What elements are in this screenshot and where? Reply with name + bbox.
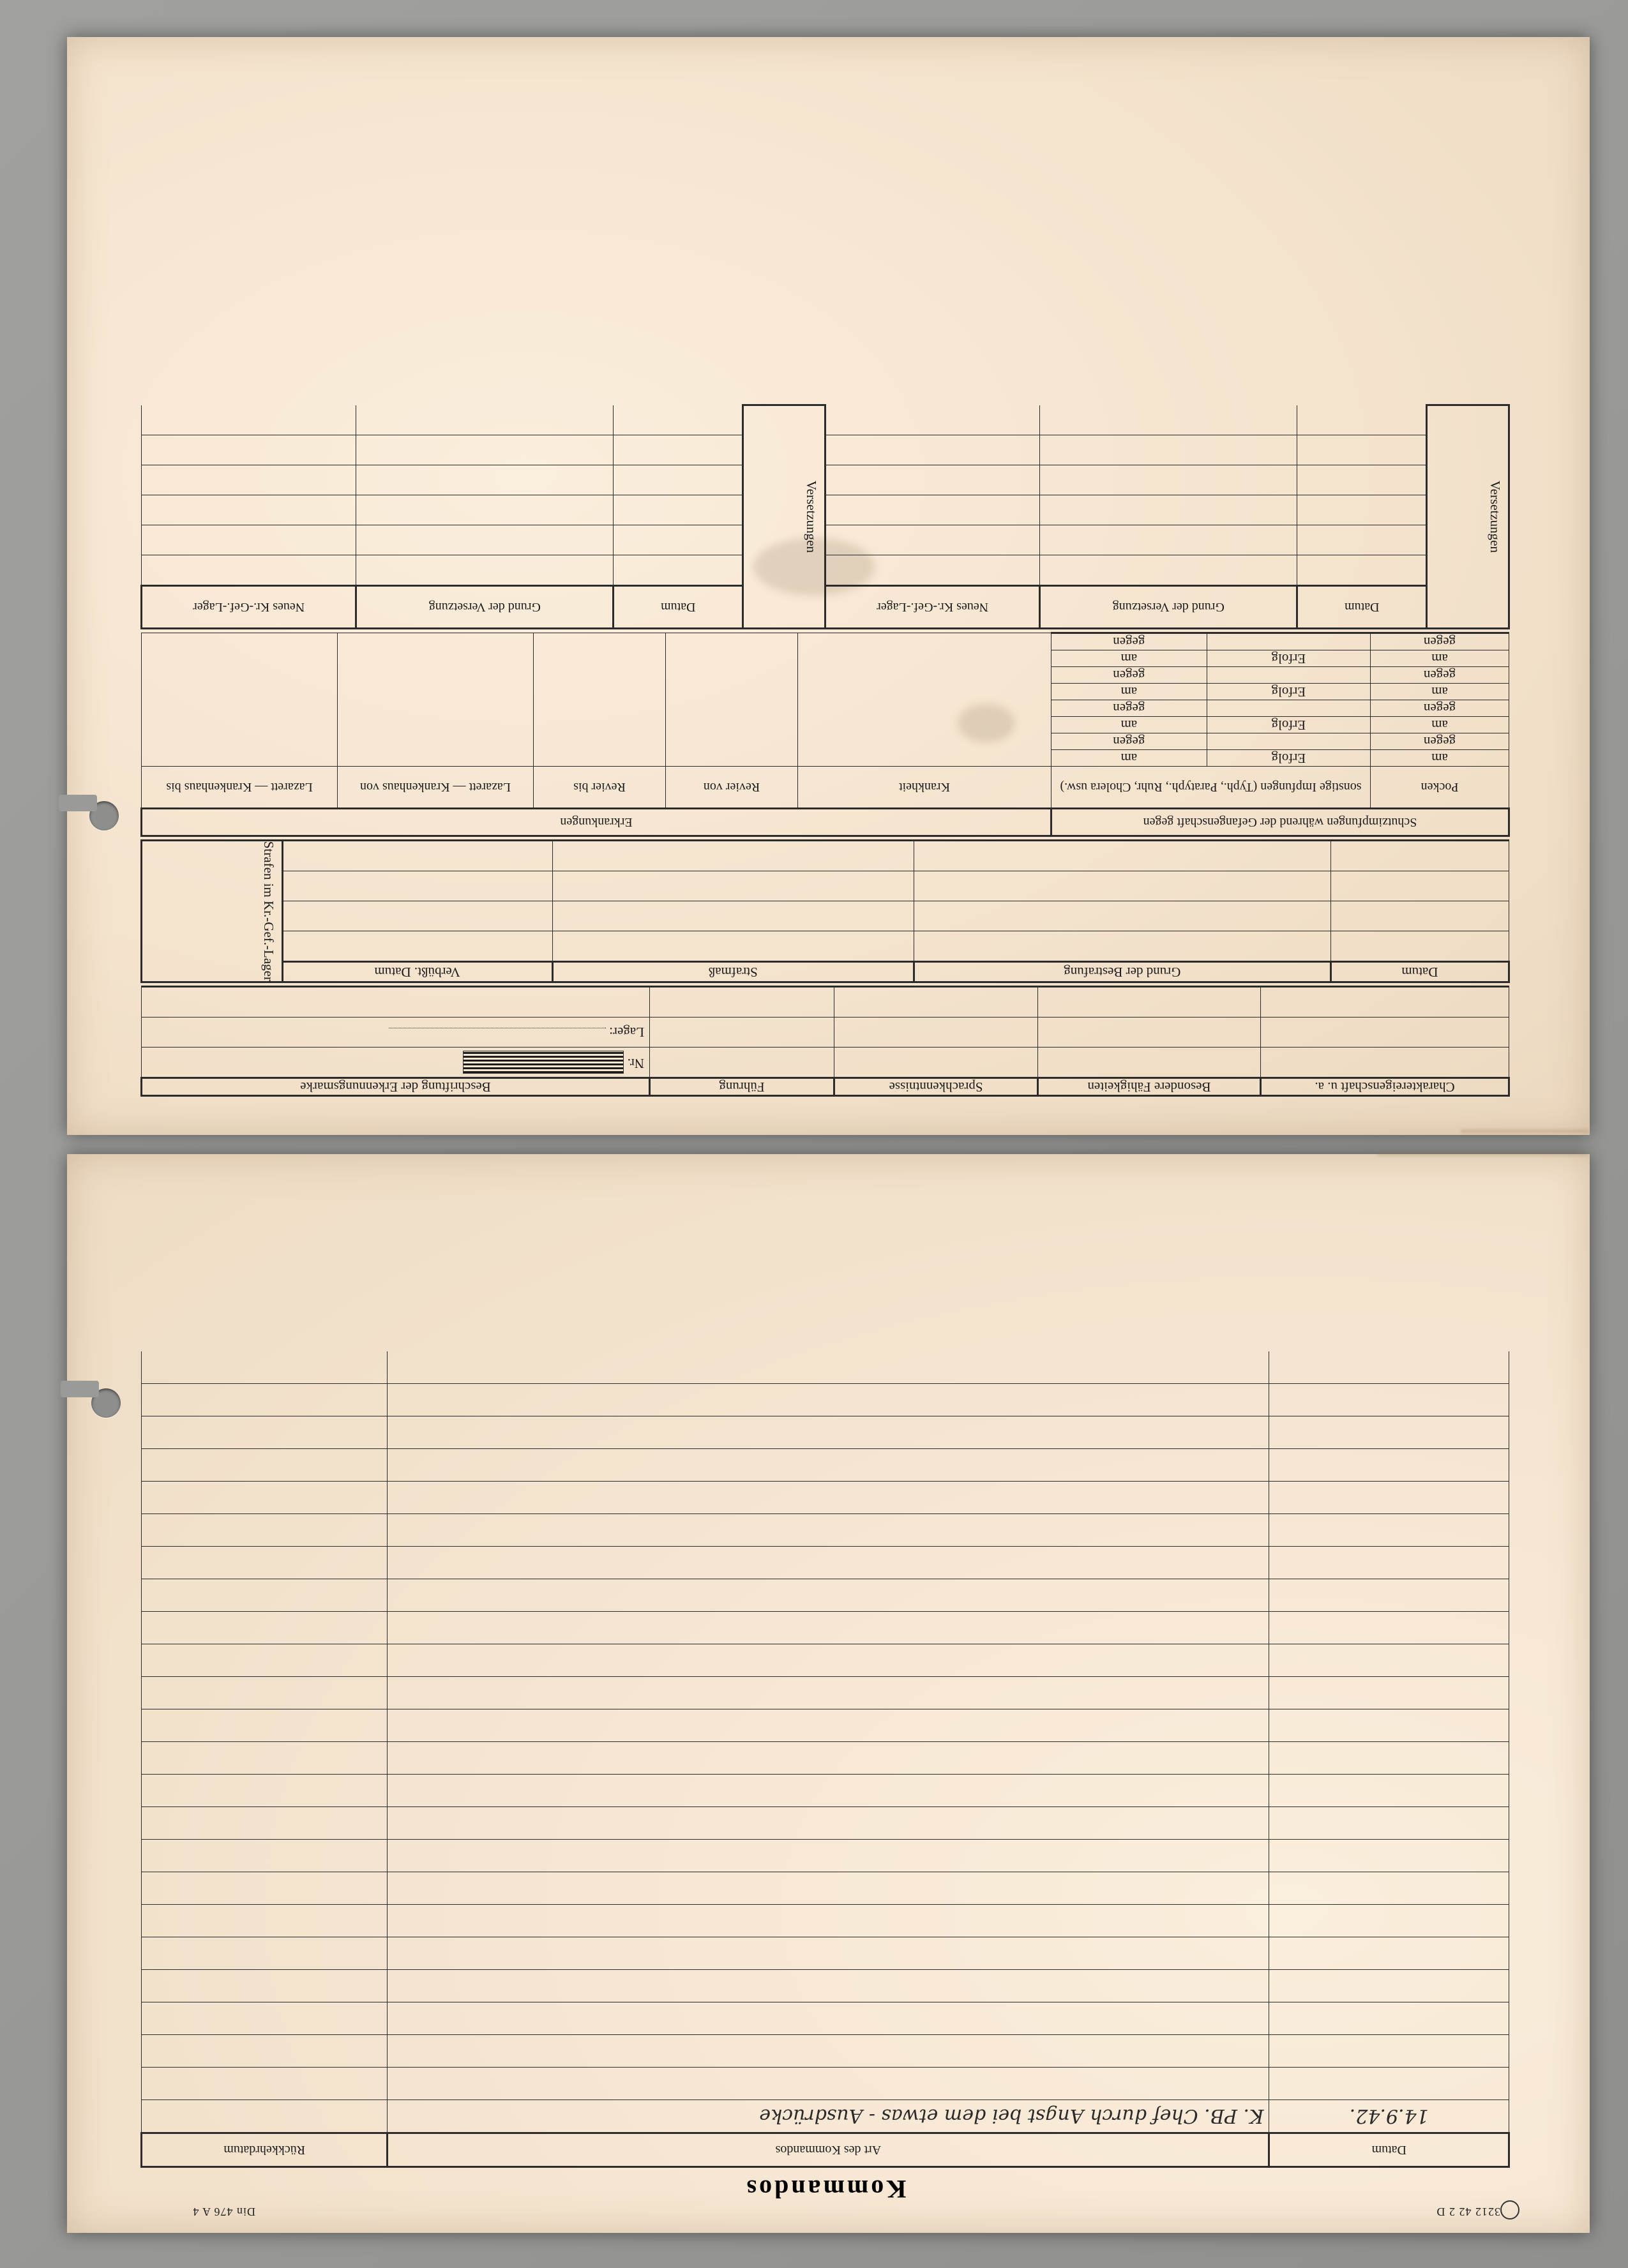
cell-rueckkehr bbox=[142, 2100, 388, 2133]
cell-rueckkehr bbox=[142, 1579, 388, 1612]
table-row bbox=[142, 1514, 1509, 1547]
kommandos-title: Kommandos bbox=[744, 2175, 907, 2204]
table-row bbox=[142, 901, 1509, 931]
cell-rueckkehr bbox=[142, 1482, 388, 1514]
cell-grund bbox=[1040, 405, 1297, 435]
cell-rueckkehr bbox=[142, 1807, 388, 1840]
cell-datum bbox=[1269, 1970, 1509, 2002]
col-header-lazarett-von: Lazarett — Krankenhaus von bbox=[338, 766, 534, 808]
cell-grund bbox=[914, 931, 1330, 961]
cell-datum bbox=[1269, 1612, 1509, 1644]
cell-erfolg-label: Erfolg bbox=[1207, 683, 1370, 700]
table-row bbox=[142, 1937, 1509, 1970]
cell-neues-lager bbox=[142, 435, 356, 465]
cell-art bbox=[388, 1579, 1269, 1612]
paper-crease bbox=[1461, 1129, 1588, 1133]
record-sections bbox=[140, 404, 1510, 1097]
table-header-row bbox=[142, 585, 1509, 628]
cell-strafmass bbox=[552, 840, 914, 871]
cell-datum bbox=[1297, 495, 1427, 525]
table-row bbox=[142, 1742, 1509, 1775]
cell-datum bbox=[614, 525, 743, 555]
versetzungen-side-label-cell-right bbox=[1427, 405, 1509, 629]
cell-grund bbox=[356, 405, 614, 435]
cell-strafmass bbox=[552, 931, 914, 961]
table-row bbox=[142, 555, 1509, 585]
cell-neues-lager bbox=[825, 405, 1040, 435]
cell-verbuesst bbox=[282, 840, 552, 871]
table-row bbox=[142, 840, 1509, 871]
cell-art bbox=[388, 1872, 1269, 1905]
cell-datum bbox=[1269, 1677, 1509, 1709]
cell-verbuesst bbox=[282, 931, 552, 961]
cell-datum bbox=[1269, 1775, 1509, 1807]
cell-lager bbox=[142, 1018, 650, 1048]
group-header-impfungen: Schutzimpfungen während der Gefangenschaft gegen bbox=[1051, 808, 1509, 836]
table-row bbox=[142, 495, 1509, 525]
table-row bbox=[142, 1547, 1509, 1579]
cell-datum bbox=[1297, 405, 1427, 435]
cell-datum bbox=[1297, 465, 1427, 495]
cell-grund bbox=[1040, 435, 1297, 465]
cell-datum bbox=[1269, 1807, 1509, 1840]
handwritten-entry: K. PB. Chef durch Angst bei dem etwas - Ausdrücke bbox=[759, 2105, 1264, 2128]
col-header-neues-lager: Neues Kr.-Gef.-Lager bbox=[825, 585, 1040, 628]
cell-datum bbox=[1269, 1937, 1509, 1970]
cell-datum bbox=[1269, 1547, 1509, 1579]
cell-pocken-gegen: gegen bbox=[1371, 700, 1509, 716]
cell-grund bbox=[356, 495, 614, 525]
cell-art bbox=[388, 1482, 1269, 1514]
col-header-art: Art des Kommandos bbox=[388, 2133, 1269, 2167]
cell-lazarett-von bbox=[338, 633, 534, 766]
col-header-datum: Datum bbox=[614, 585, 743, 628]
table-row bbox=[142, 1351, 1509, 1384]
table-row bbox=[142, 2068, 1509, 2100]
nr-label: Nr. bbox=[627, 1056, 644, 1072]
handwritten-date: 14.9.42. bbox=[1349, 2105, 1429, 2128]
cell-pocken-gegen: gegen bbox=[1371, 733, 1509, 749]
table-row bbox=[142, 1416, 1509, 1449]
cell-datum bbox=[1297, 435, 1427, 465]
lager-label: Lager: bbox=[609, 1025, 644, 1040]
cell-charakter bbox=[1261, 1018, 1509, 1048]
cell-neues-lager bbox=[825, 525, 1040, 555]
cell-art bbox=[388, 1742, 1269, 1775]
table-row bbox=[142, 1775, 1509, 1807]
cell-neues-lager bbox=[142, 555, 356, 585]
cell-charakter bbox=[1261, 1048, 1509, 1078]
cell-datum bbox=[1269, 1579, 1509, 1612]
cell-datum bbox=[1269, 1709, 1509, 1742]
cell-sonst-gegen: gegen bbox=[1051, 700, 1207, 716]
table-row bbox=[142, 1970, 1509, 2002]
table-row bbox=[142, 435, 1509, 465]
col-header-erkennungsmarke: Beschriftung der Erkennungsmarke bbox=[142, 1078, 650, 1096]
cell-rueckkehr bbox=[142, 1514, 388, 1547]
cell-datum bbox=[1269, 1644, 1509, 1677]
cell-datum bbox=[1269, 1449, 1509, 1482]
cell-strafmass bbox=[552, 871, 914, 901]
strafen-side-label: Strafen im Kr.-Gef.-Lager bbox=[260, 841, 276, 981]
table-row bbox=[142, 749, 1509, 766]
table-row bbox=[142, 1644, 1509, 1677]
table-row bbox=[142, 1078, 1509, 1096]
cell-charakter bbox=[1261, 987, 1509, 1018]
table-row bbox=[142, 961, 1509, 982]
table-row bbox=[142, 1018, 1509, 1048]
cell-pocken-gegen: gegen bbox=[1371, 666, 1509, 683]
table-row bbox=[142, 1579, 1509, 1612]
cell-strafmass bbox=[552, 901, 914, 931]
cell-datum bbox=[1297, 525, 1427, 555]
col-header-datum: Datum bbox=[1269, 2133, 1509, 2167]
cell-art bbox=[388, 1351, 1269, 1384]
cell-pocken-am: am bbox=[1371, 749, 1509, 766]
cell-erfolg-value bbox=[1207, 666, 1370, 683]
cell-art bbox=[388, 1547, 1269, 1579]
paper-crease bbox=[1378, 1153, 1588, 1156]
cell-faehigkeiten bbox=[1038, 987, 1261, 1018]
col-header-charakter: Charaktereigenschaft u. a. bbox=[1261, 1078, 1509, 1096]
cell-neues-lager bbox=[142, 525, 356, 555]
cell-datum bbox=[1269, 1482, 1509, 1514]
table-row bbox=[142, 931, 1509, 961]
table-row bbox=[142, 2100, 1509, 2133]
col-header-fuehrung: Führung bbox=[650, 1078, 834, 1096]
col-header-revier-von: Revier von bbox=[666, 766, 798, 808]
cell-erfolg-label: Erfolg bbox=[1207, 716, 1370, 733]
cell-erfolg-label: Erfolg bbox=[1207, 749, 1370, 766]
cell-neues-lager bbox=[825, 465, 1040, 495]
cell-pocken-am: am bbox=[1371, 716, 1509, 733]
cell-erfolg-value bbox=[1207, 633, 1370, 650]
group-header-row bbox=[142, 808, 1509, 836]
cell-datum bbox=[1269, 2002, 1509, 2035]
cell-sprachen bbox=[834, 987, 1038, 1018]
cell-datum bbox=[614, 555, 743, 585]
table-header-row bbox=[142, 766, 1509, 808]
cell-fuehrung bbox=[650, 1018, 834, 1048]
cell-erfolg-value bbox=[1207, 700, 1370, 716]
table-row bbox=[142, 1709, 1509, 1742]
cell-nr bbox=[142, 1048, 650, 1078]
col-header-grund: Grund der Versetzung bbox=[356, 585, 614, 628]
lager-input[interactable] bbox=[389, 1028, 606, 1029]
cell-datum bbox=[1269, 1840, 1509, 1872]
col-header-sprachen: Sprachkenntnisse bbox=[834, 1078, 1038, 1096]
cell-art bbox=[388, 1384, 1269, 1416]
cell-rueckkehr bbox=[142, 1384, 388, 1416]
cell-pocken-gegen: gegen bbox=[1371, 633, 1509, 650]
cell-datum bbox=[1330, 931, 1509, 961]
table-row bbox=[142, 1482, 1509, 1514]
cell-rueckkehr bbox=[142, 1840, 388, 1872]
cell-grund bbox=[1040, 555, 1297, 585]
cell-rueckkehr bbox=[142, 1612, 388, 1644]
cell-sonst-gegen: gegen bbox=[1051, 733, 1207, 749]
table-row bbox=[142, 2002, 1509, 2035]
cell-grund bbox=[1040, 495, 1297, 525]
table-row bbox=[142, 1840, 1509, 1872]
cell-art bbox=[388, 1449, 1269, 1482]
cell-sonst-am: am bbox=[1051, 716, 1207, 733]
table-row bbox=[142, 1449, 1509, 1482]
cell-erfolg-label: Erfolg bbox=[1207, 650, 1370, 666]
cell-rueckkehr bbox=[142, 1970, 388, 2002]
table-row bbox=[142, 1677, 1509, 1709]
cell-art bbox=[388, 1644, 1269, 1677]
cell-art bbox=[388, 1677, 1269, 1709]
cell-datum bbox=[1330, 840, 1509, 871]
cell-datum bbox=[1330, 901, 1509, 931]
versetzungen-side-label: Versetzungen bbox=[804, 480, 820, 553]
cell-neues-lager bbox=[825, 495, 1040, 525]
cell-datum bbox=[614, 465, 743, 495]
cell-rueckkehr bbox=[142, 2002, 388, 2035]
kommandos-table bbox=[140, 1351, 1510, 2168]
cell-datum bbox=[1269, 1416, 1509, 1449]
table-row bbox=[142, 1612, 1509, 1644]
cell-rueckkehr bbox=[142, 1905, 388, 1937]
cell-sonst-gegen: gegen bbox=[1051, 633, 1207, 650]
versetzungen-table bbox=[140, 404, 1510, 629]
cell-lager-extra bbox=[142, 987, 650, 1018]
table-row bbox=[142, 1872, 1509, 1905]
col-header-datum: Datum bbox=[1297, 585, 1427, 628]
cell-verbuesst bbox=[282, 901, 552, 931]
cell-lazarett-bis bbox=[142, 633, 338, 766]
cell-grund bbox=[356, 555, 614, 585]
versetzungen-side-label-cell-left bbox=[743, 405, 825, 629]
cell-grund bbox=[356, 465, 614, 495]
cell-rueckkehr bbox=[142, 1742, 388, 1775]
punch-hole-tear bbox=[61, 1381, 99, 1397]
cell-datum bbox=[1269, 1742, 1509, 1775]
col-header-lazarett-bis: Lazarett — Krankenhaus bis bbox=[142, 766, 338, 808]
cell-art bbox=[388, 2100, 1269, 2133]
cell-art bbox=[388, 2002, 1269, 2035]
cell-grund bbox=[356, 525, 614, 555]
table-row bbox=[142, 1807, 1509, 1840]
form-code-din: Din 476 A 4 bbox=[192, 2205, 255, 2218]
cell-krankheit bbox=[798, 633, 1051, 766]
table-row bbox=[142, 465, 1509, 495]
cell-sonst-gegen: gegen bbox=[1051, 666, 1207, 683]
cell-datum bbox=[1269, 1905, 1509, 1937]
cell-rueckkehr bbox=[142, 2035, 388, 2068]
strafen-side-label-cell bbox=[142, 840, 283, 982]
col-header-datum: Datum bbox=[1330, 961, 1509, 982]
cell-erfolg-value bbox=[1207, 733, 1370, 749]
cell-datum bbox=[614, 435, 743, 465]
cell-grund bbox=[1040, 525, 1297, 555]
group-header-erkrankungen: Erkrankungen bbox=[142, 808, 1051, 836]
table-header-row bbox=[142, 2133, 1509, 2167]
cell-revier-von bbox=[666, 633, 798, 766]
cell-datum bbox=[1269, 2035, 1509, 2068]
cell-rueckkehr bbox=[142, 1775, 388, 1807]
col-header-neues-lager: Neues Kr.-Gef.-Lager bbox=[142, 585, 356, 628]
cell-grund bbox=[914, 901, 1330, 931]
table-row bbox=[142, 405, 1509, 435]
cell-art bbox=[388, 1970, 1269, 2002]
impfungen-table bbox=[140, 632, 1510, 837]
cell-sonst-am: am bbox=[1051, 650, 1207, 666]
cell-revier-bis bbox=[534, 633, 666, 766]
table-row bbox=[142, 871, 1509, 901]
cell-fuehrung bbox=[650, 987, 834, 1018]
col-header-revier-bis: Revier bis bbox=[534, 766, 666, 808]
cell-neues-lager bbox=[825, 555, 1040, 585]
cell-rueckkehr bbox=[142, 1351, 388, 1384]
cell-sonst-am: am bbox=[1051, 683, 1207, 700]
cell-pocken-am: am bbox=[1371, 683, 1509, 700]
cell-grund bbox=[914, 840, 1330, 871]
col-header-krankheit: Krankheit bbox=[798, 766, 1051, 808]
cell-faehigkeiten bbox=[1038, 1018, 1261, 1048]
cell-art bbox=[388, 1775, 1269, 1807]
cell-rueckkehr bbox=[142, 1547, 388, 1579]
identity-table bbox=[140, 986, 1510, 1097]
table-row bbox=[142, 1905, 1509, 1937]
cell-art bbox=[388, 1514, 1269, 1547]
cell-rueckkehr bbox=[142, 1449, 388, 1482]
cell-rueckkehr bbox=[142, 1937, 388, 1970]
cell-art bbox=[388, 2068, 1269, 2100]
col-header-pocken: Pocken bbox=[1371, 766, 1509, 808]
cell-art bbox=[388, 1905, 1269, 1937]
cell-rueckkehr bbox=[142, 1677, 388, 1709]
cell-neues-lager bbox=[142, 465, 356, 495]
table-row bbox=[142, 1048, 1509, 1078]
cell-rueckkehr bbox=[142, 1644, 388, 1677]
cell-grund bbox=[914, 871, 1330, 901]
strafen-table bbox=[140, 839, 1510, 983]
table-row bbox=[142, 1384, 1509, 1416]
cell-art bbox=[388, 2035, 1269, 2068]
table-row bbox=[142, 987, 1509, 1018]
cell-art bbox=[388, 1709, 1269, 1742]
versetzungen-side-label: Versetzungen bbox=[1488, 480, 1503, 553]
punch-hole-tear bbox=[59, 795, 97, 811]
cell-art bbox=[388, 1416, 1269, 1449]
col-header-faehigkeiten: Besondere Fähigkeiten bbox=[1038, 1078, 1261, 1096]
cell-art bbox=[388, 1840, 1269, 1872]
cell-datum bbox=[1330, 871, 1509, 901]
cell-sprachen bbox=[834, 1048, 1038, 1078]
cell-neues-lager bbox=[142, 495, 356, 525]
cell-datum bbox=[1269, 1514, 1509, 1547]
col-header-sonstige: sonstige Impfungen (Typh., Paratyph., Ruhr, Cholera usw.) bbox=[1051, 766, 1371, 808]
kommandos-section bbox=[140, 1351, 1510, 2204]
cell-datum bbox=[614, 495, 743, 525]
cell-rueckkehr bbox=[142, 2068, 388, 2100]
cell-verbuesst bbox=[282, 871, 552, 901]
table-row bbox=[142, 525, 1509, 555]
cell-faehigkeiten bbox=[1038, 1048, 1261, 1078]
cell-datum bbox=[614, 405, 743, 435]
cell-art bbox=[388, 1937, 1269, 1970]
cell-neues-lager bbox=[825, 435, 1040, 465]
cell-datum bbox=[1269, 2068, 1509, 2100]
cell-sprachen bbox=[834, 1018, 1038, 1048]
table-row bbox=[142, 2035, 1509, 2068]
cell-datum bbox=[1269, 1351, 1509, 1384]
cell-art bbox=[388, 1612, 1269, 1644]
col-header-verbuesst: Verbüßt. Datum bbox=[282, 961, 552, 982]
cell-pocken-am: am bbox=[1371, 650, 1509, 666]
cell-rueckkehr bbox=[142, 1416, 388, 1449]
cell-datum bbox=[1269, 2100, 1509, 2133]
erkennungsmarke-bars-icon bbox=[464, 1051, 624, 1074]
col-header-grund: Grund der Versetzung bbox=[1040, 585, 1297, 628]
cell-sonst-am: am bbox=[1051, 749, 1207, 766]
cell-grund bbox=[1040, 465, 1297, 495]
cell-rueckkehr bbox=[142, 1709, 388, 1742]
form-code-print: 3212 42 2 D bbox=[1436, 2205, 1500, 2218]
col-header-strafmass: Strafmaß bbox=[552, 961, 914, 982]
printer-mark-icon bbox=[1500, 2200, 1519, 2219]
cell-art bbox=[388, 1807, 1269, 1840]
cell-grund bbox=[356, 435, 614, 465]
cell-datum bbox=[1297, 555, 1427, 585]
cell-neues-lager bbox=[142, 405, 356, 435]
cell-datum bbox=[1269, 1384, 1509, 1416]
cell-datum bbox=[1269, 1872, 1509, 1905]
cell-fuehrung bbox=[650, 1048, 834, 1078]
cell-rueckkehr bbox=[142, 1872, 388, 1905]
col-header-rueckkehr: Rückkehrdatum bbox=[142, 2133, 388, 2167]
col-header-grund: Grund der Bestrafung bbox=[914, 961, 1330, 982]
